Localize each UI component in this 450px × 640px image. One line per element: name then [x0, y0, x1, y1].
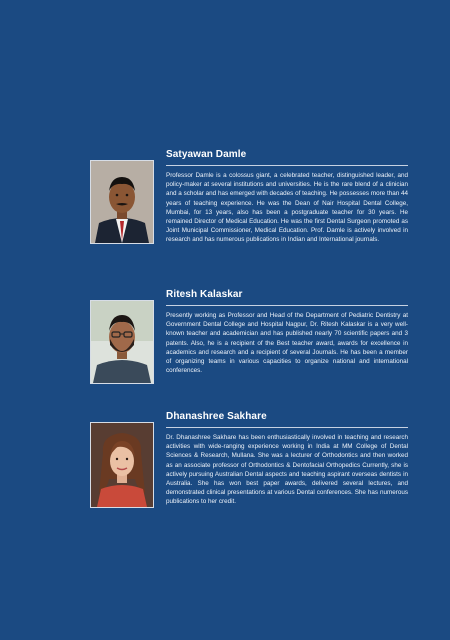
portrait-man-glasses-icon: [90, 300, 154, 384]
profile-bio: Dr. Dhanashree Sakhare has been enthusiastically involved in teaching and research activities with wide-ranging experience working in India at MM College of Dental Sciences & Research, Mullana. She was a lecturer of Orthodontics and then worked as an associate professor of Orthodontics & Dentofacial Orthopedics Currently, she is actively pursuing Australian Dental aspects and teaching aspirant overseas dentists in Australia. She has won best paper awards, delivered several lectures, and demonstrated clinical presentations at various Dental conferences. She has numerous publications to her credit.: [166, 434, 408, 506]
profile-name: Dhanashree Sakhare: [166, 411, 267, 422]
divider: [166, 305, 408, 306]
profile-bio: Professor Damle is a colossus giant, a celebrated teacher, distinguished leader, and policy-maker at several institutions and universities. He is the rare blend of a clinician and a scholar and has emerged with decades of teaching. He possesses more than 44 years of teaching experience. He was the Dean of Nair Hospital Dental College, Mumbai, for 13 years, also has been a postgraduate teacher for 30 years. He remained Director of Medical Education. He was the first Dental Surgeon promoted as Joint Municipal Commissioner, Medical Education. Prof. Damle is actively involved in research and has numerous publications in Indian and International journals.: [166, 172, 408, 244]
divider: [166, 165, 408, 166]
portrait-woman-icon: [90, 422, 154, 508]
profile-name: Satyawan Damle: [166, 149, 247, 160]
profile-content: [166, 410, 408, 507]
portrait-man-suit-icon: [90, 160, 154, 244]
divider: [166, 427, 408, 428]
profile-bio: Presently working as Professor and Head of the Department of Pediatric Dentistry at Government Dental College and Hospital Nagpur, Dr. Ritesh Kalaskar is a very well-known teacher and academician and has published nearly 70 scientific papers and 3 patents. Also, he is a recipient of the Best teacher award, awards for excellence in academics and research and a recipient of several Journals. He has been a member of organizing teams in various capacities to organize national and international conferences.: [166, 312, 408, 375]
profile-content: [166, 148, 408, 245]
profile-content: [166, 288, 408, 375]
profile-name: Ritesh Kalaskar: [166, 289, 243, 300]
